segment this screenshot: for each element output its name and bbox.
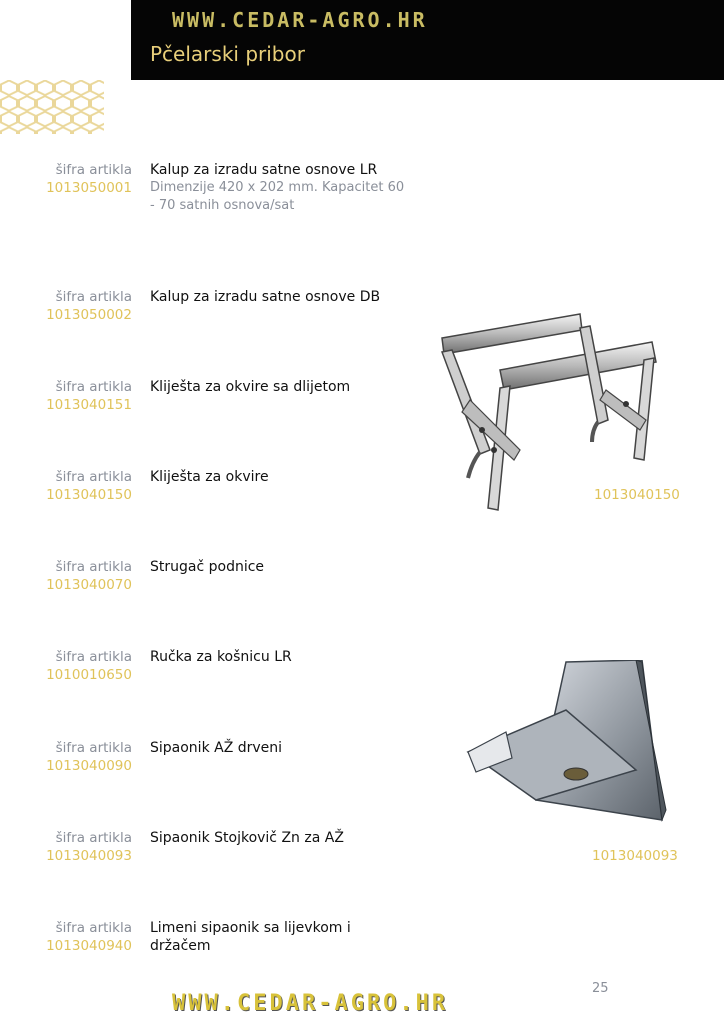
item-name: Strugač podnice [150,559,265,575]
item-code: 1013050001 [46,180,132,196]
item-label: šifra artikla [55,649,132,665]
item-code: 1010010650 [46,667,132,683]
item-code: 1013040150 [46,487,132,503]
section-title: Pčelarski pribor [150,42,305,66]
item-code: 1013040090 [46,758,132,774]
image-caption-code: 1013040150 [594,487,680,503]
item-label: šifra artikla [55,289,132,305]
item-code: 1013040940 [46,938,132,954]
image-caption-code: 1013040093 [592,848,678,864]
item-label: šifra artikla [55,920,132,936]
item-code: 1013040151 [46,397,132,413]
item-name: Limeni sipaonik sa lijevkom i držačem [150,920,351,954]
item-label: šifra artikla [55,559,132,575]
item-name: Kalup za izradu satne osnove LR [150,162,378,178]
page-number: 25 [592,981,609,996]
honeycomb-decoration [0,80,132,134]
item-name: Kliješta za okvire sa dlijetom [150,379,351,395]
item-name: Kliješta za okvire [150,469,269,485]
item-name: Kalup za izradu satne osnove DB [150,289,381,305]
item-label: šifra artikla [55,469,132,485]
item-code: 1013040070 [46,577,132,593]
item-description: Dimenzije 420 x 202 mm. Kapacitet 60 - 70 satnih osnova/sat [150,180,405,213]
item-name: Ručka za košnicu LR [150,649,292,665]
item-name: Sipaonik Stojkovič Zn za AŽ [150,830,344,846]
item-code: 1013050002 [46,307,132,323]
scoop-image [466,660,678,840]
item-code: 1013040093 [46,848,132,864]
item-label: šifra artikla [55,379,132,395]
item-label: šifra artikla [55,740,132,756]
item-label: šifra artikla [55,830,132,846]
item-name: Sipaonik AŽ drveni [150,740,283,756]
item-label: šifra artikla [55,162,132,178]
site-url-bottom[interactable]: WWW.CEDAR-AGRO.HR [172,991,449,1016]
site-url-top[interactable]: WWW.CEDAR-AGRO.HR [172,8,428,32]
